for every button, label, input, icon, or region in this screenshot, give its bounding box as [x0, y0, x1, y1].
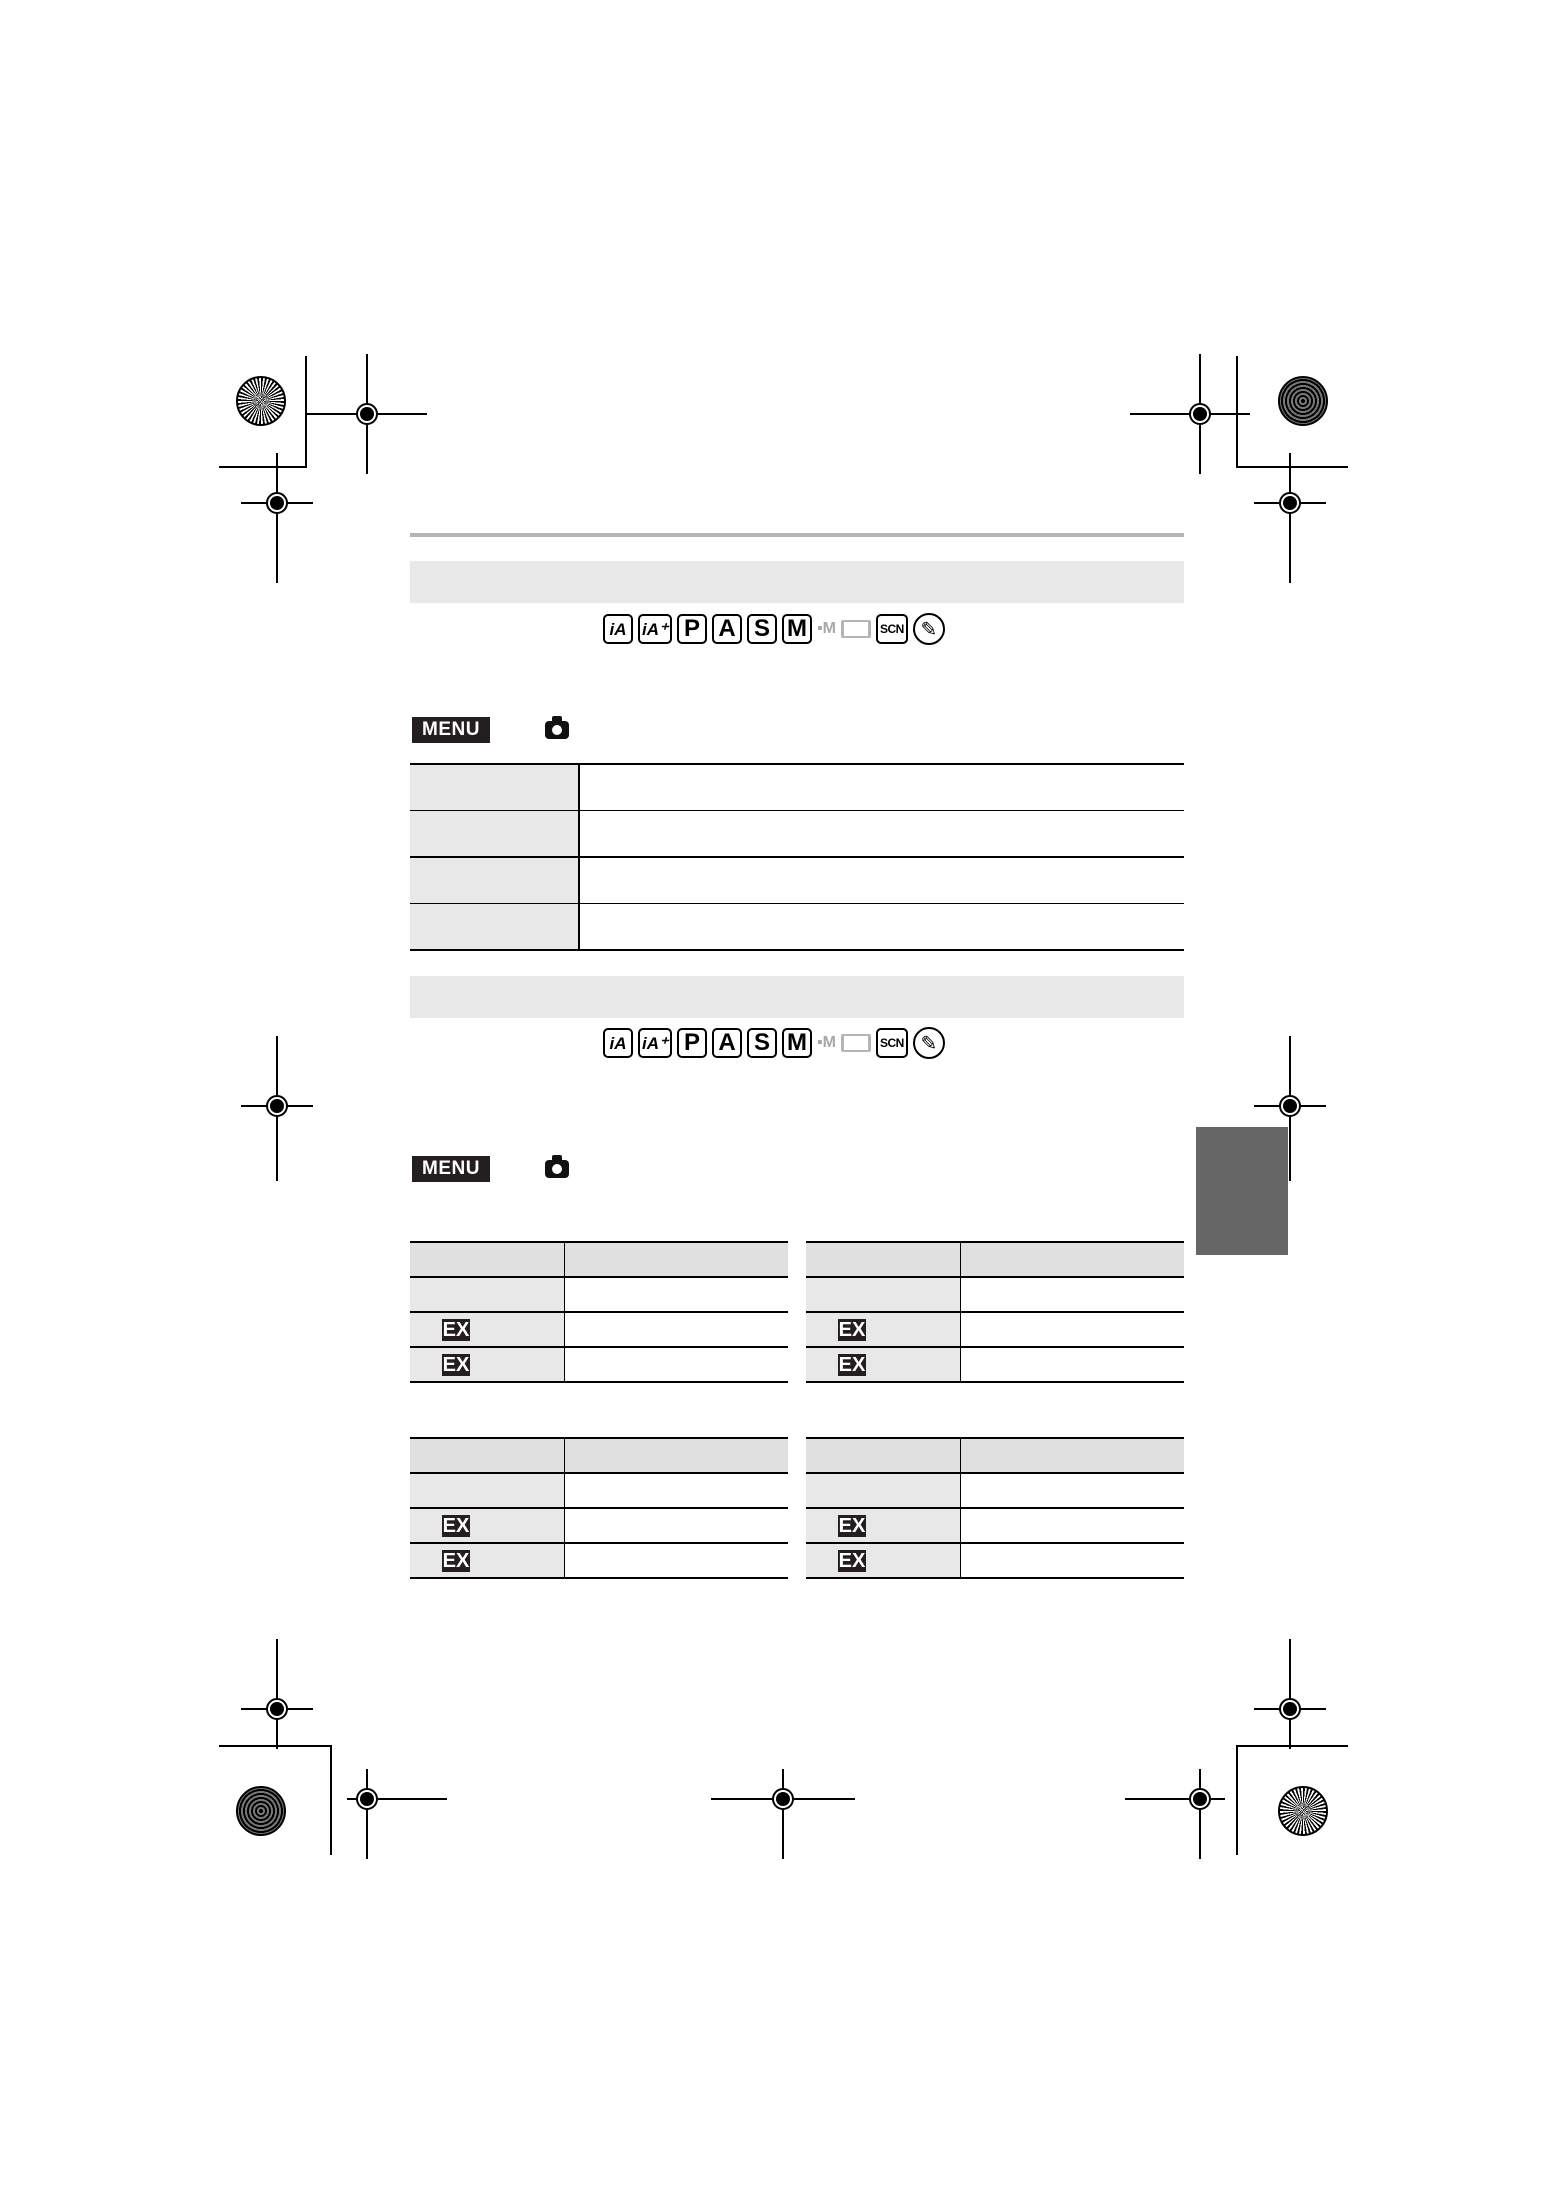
mode-creative-icon: ✎ — [913, 613, 945, 645]
crop-line — [1236, 466, 1348, 468]
crop-line — [219, 1745, 331, 1747]
menu-path — [412, 717, 569, 743]
ex-zoom-badge: EX — [838, 1318, 866, 1341]
mode-movie-m-icon: ▪M — [816, 1034, 836, 1051]
crop-line — [305, 356, 307, 468]
mode-s-icon: S — [747, 614, 777, 644]
ex-zoom-badge: EX — [838, 1353, 866, 1376]
menu-badge: MENU — [412, 717, 490, 743]
table-row — [806, 1312, 1184, 1347]
print-registration-star — [236, 1786, 286, 1836]
print-registration-star — [1278, 1786, 1328, 1836]
mode-a-icon: A — [712, 614, 742, 644]
mode-panorama-icon — [841, 1034, 871, 1052]
mode-m-icon: M — [782, 1028, 812, 1058]
table-row — [410, 764, 1184, 811]
crop-line — [1236, 1745, 1238, 1855]
chapter-side-tab — [1196, 1127, 1288, 1255]
mode-ia-plus-icon: iA⁺ — [638, 614, 672, 644]
crop-line — [1236, 356, 1238, 468]
mode-scn-icon: SCN — [876, 1028, 908, 1058]
table-row — [806, 1473, 1184, 1508]
ex-zoom-badge: EX — [838, 1514, 866, 1537]
table-row — [410, 811, 1184, 858]
ex-zoom-badge: EX — [442, 1318, 470, 1341]
size-table — [806, 1437, 1184, 1579]
header-rule — [410, 533, 1184, 537]
mode-m-icon: M — [782, 614, 812, 644]
mode-ia-plus-icon: iA⁺ — [638, 1028, 672, 1058]
ex-zoom-badge: EX — [442, 1514, 470, 1537]
table-header-row — [410, 1438, 788, 1473]
table-row — [806, 1508, 1184, 1543]
mode-ia-icon: iA — [603, 1028, 633, 1058]
section-title-bar — [410, 561, 1184, 603]
table-row — [410, 904, 1184, 951]
print-registration-star — [1278, 376, 1328, 426]
menu-badge: MENU — [412, 1156, 490, 1182]
settings-table — [410, 763, 1184, 951]
table-header-row — [806, 1242, 1184, 1277]
table-row — [806, 1347, 1184, 1382]
mode-movie-m-icon: ▪M — [816, 620, 836, 637]
table-row — [410, 1543, 788, 1578]
menu-path — [412, 1156, 569, 1182]
table-row — [410, 1508, 788, 1543]
table-row — [806, 1543, 1184, 1578]
mode-panorama-icon — [841, 620, 871, 638]
table-row — [410, 1347, 788, 1382]
mode-s-icon: S — [747, 1028, 777, 1058]
table-row — [410, 1312, 788, 1347]
mode-scn-icon: SCN — [876, 614, 908, 644]
mode-ia-icon: iA — [603, 614, 633, 644]
mode-creative-icon: ✎ — [913, 1027, 945, 1059]
table-header-row — [806, 1438, 1184, 1473]
camera-icon — [545, 1160, 569, 1178]
table-row — [410, 1473, 788, 1508]
mode-p-icon: P — [677, 1028, 707, 1058]
mode-p-icon: P — [677, 614, 707, 644]
available-modes-row — [603, 1026, 945, 1060]
section-title-bar — [410, 976, 1184, 1018]
mode-a-icon: A — [712, 1028, 742, 1058]
table-row — [410, 857, 1184, 904]
available-modes-row — [603, 612, 945, 646]
table-header-row — [410, 1242, 788, 1277]
ex-zoom-badge: EX — [838, 1549, 866, 1572]
camera-icon — [545, 721, 569, 739]
ex-zoom-badge: EX — [442, 1549, 470, 1572]
size-table — [806, 1241, 1184, 1383]
ex-zoom-badge: EX — [442, 1353, 470, 1376]
crop-line — [1236, 1745, 1348, 1747]
crop-line — [219, 466, 306, 468]
crop-line — [330, 1745, 332, 1855]
size-table — [410, 1437, 788, 1579]
table-row — [806, 1277, 1184, 1312]
size-table — [410, 1241, 788, 1383]
print-registration-star — [236, 376, 286, 426]
table-row — [410, 1277, 788, 1312]
